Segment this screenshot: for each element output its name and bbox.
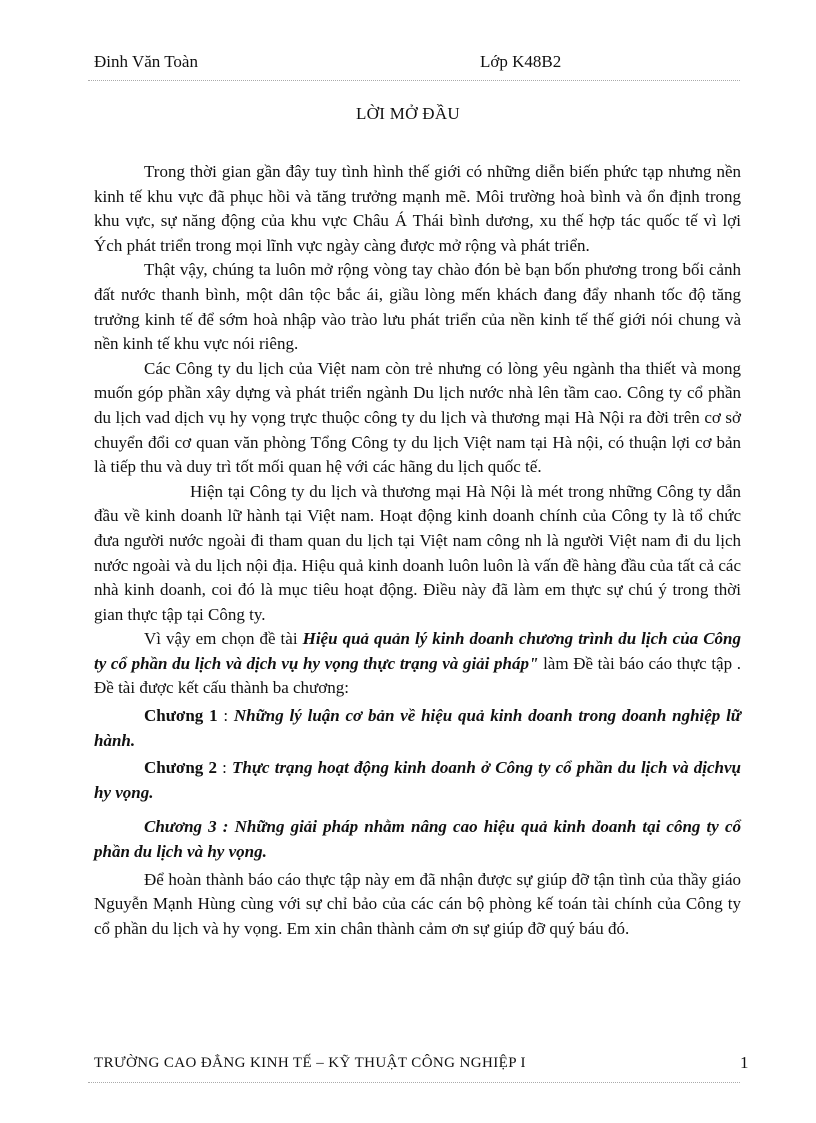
chapter-2-sep: : [216,758,232,778]
paragraph-companies: Các Công ty du lịch của Việt nam còn trẻ nhưng có lòng yêu ngành tha thiết và mong muốn góp phần xây dựng và phát triển ngành Du lịch nước nhà lên tầm cao. Công ty cổ phần du lịch vad dịch vụ hy vọng trực thuộc công ty du lịch và thương mại Hà Nội ra đời trên cơ sở chuyển đổi cơ quan văn phòng Tổng Công ty du lịch Việt nam tại Hà nội, có thuận lợi cơ bản là tiếp thu và duy trì tốt mối quan hệ với các hãng du lịch quốc tế. [94,358,741,477]
paragraph-thanks: Để hoàn thành báo cáo thực tập này em đã nhận được sự giúp đỡ tận tình của thầy giáo Nguyễn Mạnh Hùng cùng với sự chỉ bảo của các cán bộ phòng kế toán tài chính của Công ty cổ phần du lịch và hy vọng. Em xin chân thành cảm ơn sự giúp đỡ quý báu đó. [94,869,741,938]
header-divider [88,80,740,81]
chapter-1 [94,704,741,753]
chapter-1-label: Chương 1 [144,706,218,726]
paragraph-topic [94,627,741,701]
paragraph-intro: Trong thời gian gần đây tuy tình hình thế giới có những diễn biến phức tạp nhưng nền kinh tế khu vực đã phục hồi và tăng trưởng mạnh mẽ. Môi trường hoà bình và ổn định trong khu vực, sự năng động của khu vực Châu Á Thái bình dương, xu thế hợp tác quốc tế vì lợi Ých phát triển trong mọi lĩnh vực ngày càng được mở rộng và phát triển. [94,162,741,255]
document-body [94,160,741,941]
paragraph-current: Hiện tại Công ty du lịch và thương mại Hà Nội là mét trong những Công ty dẫn đầu về kinh doanh lữ hành tại Việt nam. Hoạt động kinh doanh chính của Công ty là tổ chức đưa người nước ngoài đi tham quan du lịch tại Việt nam công nh là người Việt nam đi du lịch nước ngoài và du lịch nội địa. Hiệu quả kinh doanh luôn luôn là vấn đề hàng đầu của tất cả các nhà kinh doanh, coi đó là mục tiêu hoạt động. Điều này đã làm em thực sự chú ý trong thời gian thực tập tại Công ty. [94,481,741,624]
topic-title: Hiệu quả quản lý kinh doanh chương trình du lịch của Công ty cổ phần du lịch và dịch vụ hy vọng thực trạng và giải pháp" [94,629,741,673]
chapter-2-label: Chương 2 [144,758,217,778]
chapter-1-title: Những lý luận cơ bản về hiệu quả kinh doanh trong doanh nghiệp lữ hành. [94,706,741,750]
class-label: Lớp K48B2 [480,52,562,71]
chapter-1-sep: : [217,706,234,726]
topic-lead: Vì vậy em chọn đề tài [144,629,303,649]
page-header [94,52,734,78]
page-number: 1 [740,1053,749,1072]
footer-school: TRƯỜNG CAO ĐẲNG KINH TẾ – KỸ THUẬT CÔNG NGHIỆP I [94,1055,526,1071]
page-title: LỜI MỞ ĐẦU [355,104,461,123]
chapter-2 [94,756,741,805]
author-name: Đinh Văn Toàn [94,52,198,71]
footer-divider [88,1082,740,1083]
paragraph-welcome: Thật vậy, chúng ta luôn mở rộng vòng tay chào đón bè bạn bốn phương trong bối cảnh đất nước thanh bình, một dân tộc bắc ái, giầu lòng mến khách đang đẩy nhanh tốc độ tăng trưởng kinh tế để sớm hoà nhập vào trào lưu phát triển của nền kinh tế thế giới nói chung và nền kinh tế khu vực nói riêng. [94,260,741,354]
chapter-3: Chương 3 : Những giải pháp nhằm nâng cao hiệu quả kinh doanh tại công ty cổ phần du lịch và hy vọng. [94,817,741,862]
chapter-2-title: Thực trạng hoạt động kinh doanh ở Công ty cổ phần du lịch và dịchvụ hy vọng. [94,758,741,802]
topic-tail: làm Đề tài báo cáo thực tập . Đề tài được kết cấu thành ba chương: [94,653,741,698]
